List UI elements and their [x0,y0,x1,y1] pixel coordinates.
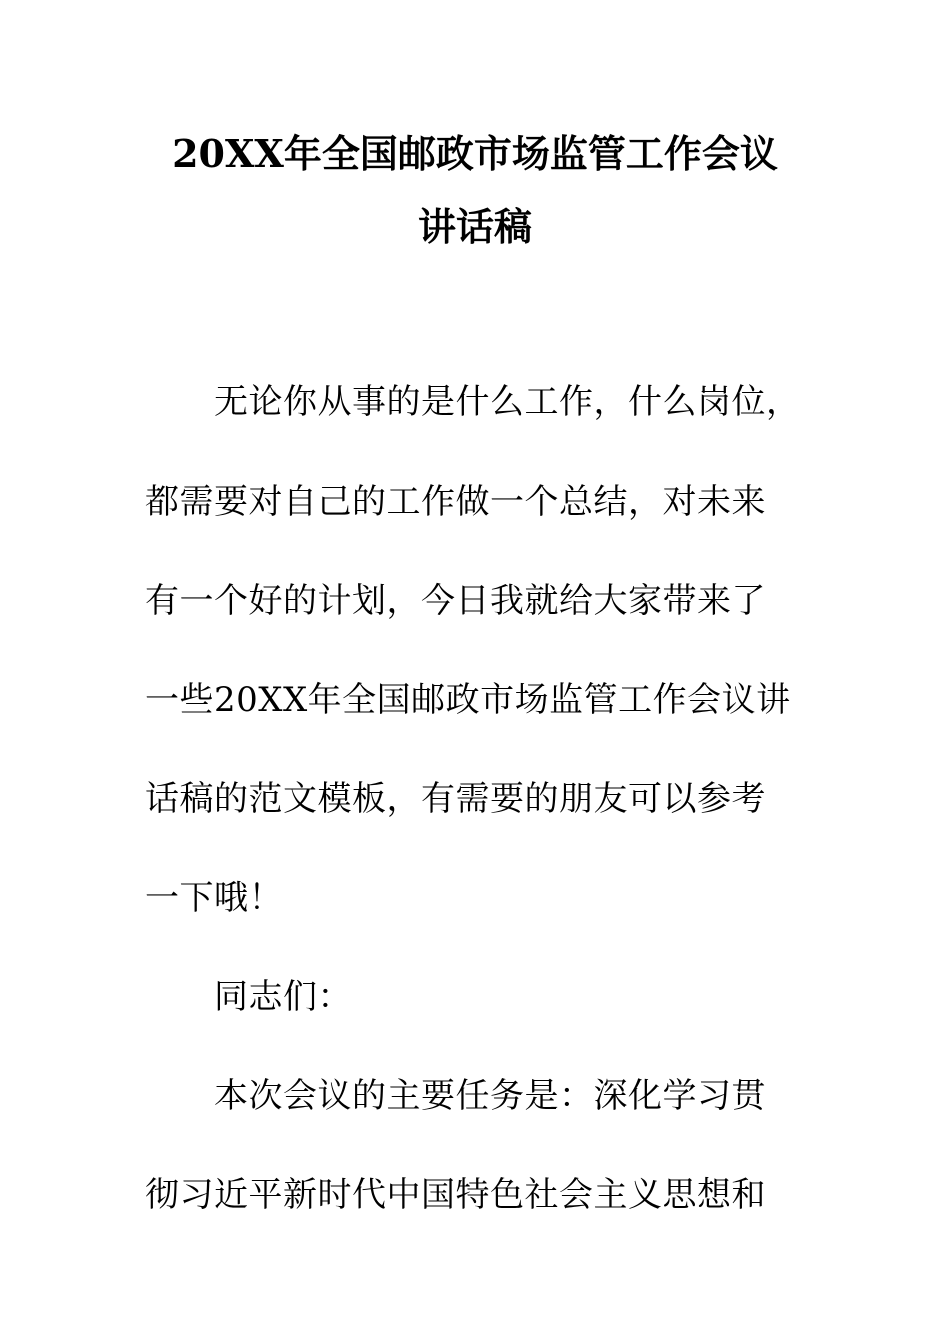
body-line-8: 本次会议的主要任务是：深化学习贯 [214,1076,766,1116]
body-line-3: 有一个好的计划，今日我就给大家带来了 [145,581,766,621]
document-title-line-2: 讲话稿 [417,204,532,249]
document-title-line-1: 20XX年全国邮政市场监管工作会议 [172,131,778,176]
body-line-5: 话稿的范文模板，有需要的朋友可以参考 [145,779,766,819]
body-line-1: 无论你从事的是什么工作，什么岗位， [214,382,801,422]
body-line-6: 一下哦！ [145,878,283,918]
body-line-9: 彻习近平新时代中国特色社会主义思想和 [145,1175,766,1215]
body-line-2: 都需要对自己的工作做一个总结，对未来 [145,482,766,522]
body-line-4: 一些20XX年全国邮政市场监管工作会议讲 [145,680,791,720]
body-line-7: 同志们： [214,977,352,1017]
